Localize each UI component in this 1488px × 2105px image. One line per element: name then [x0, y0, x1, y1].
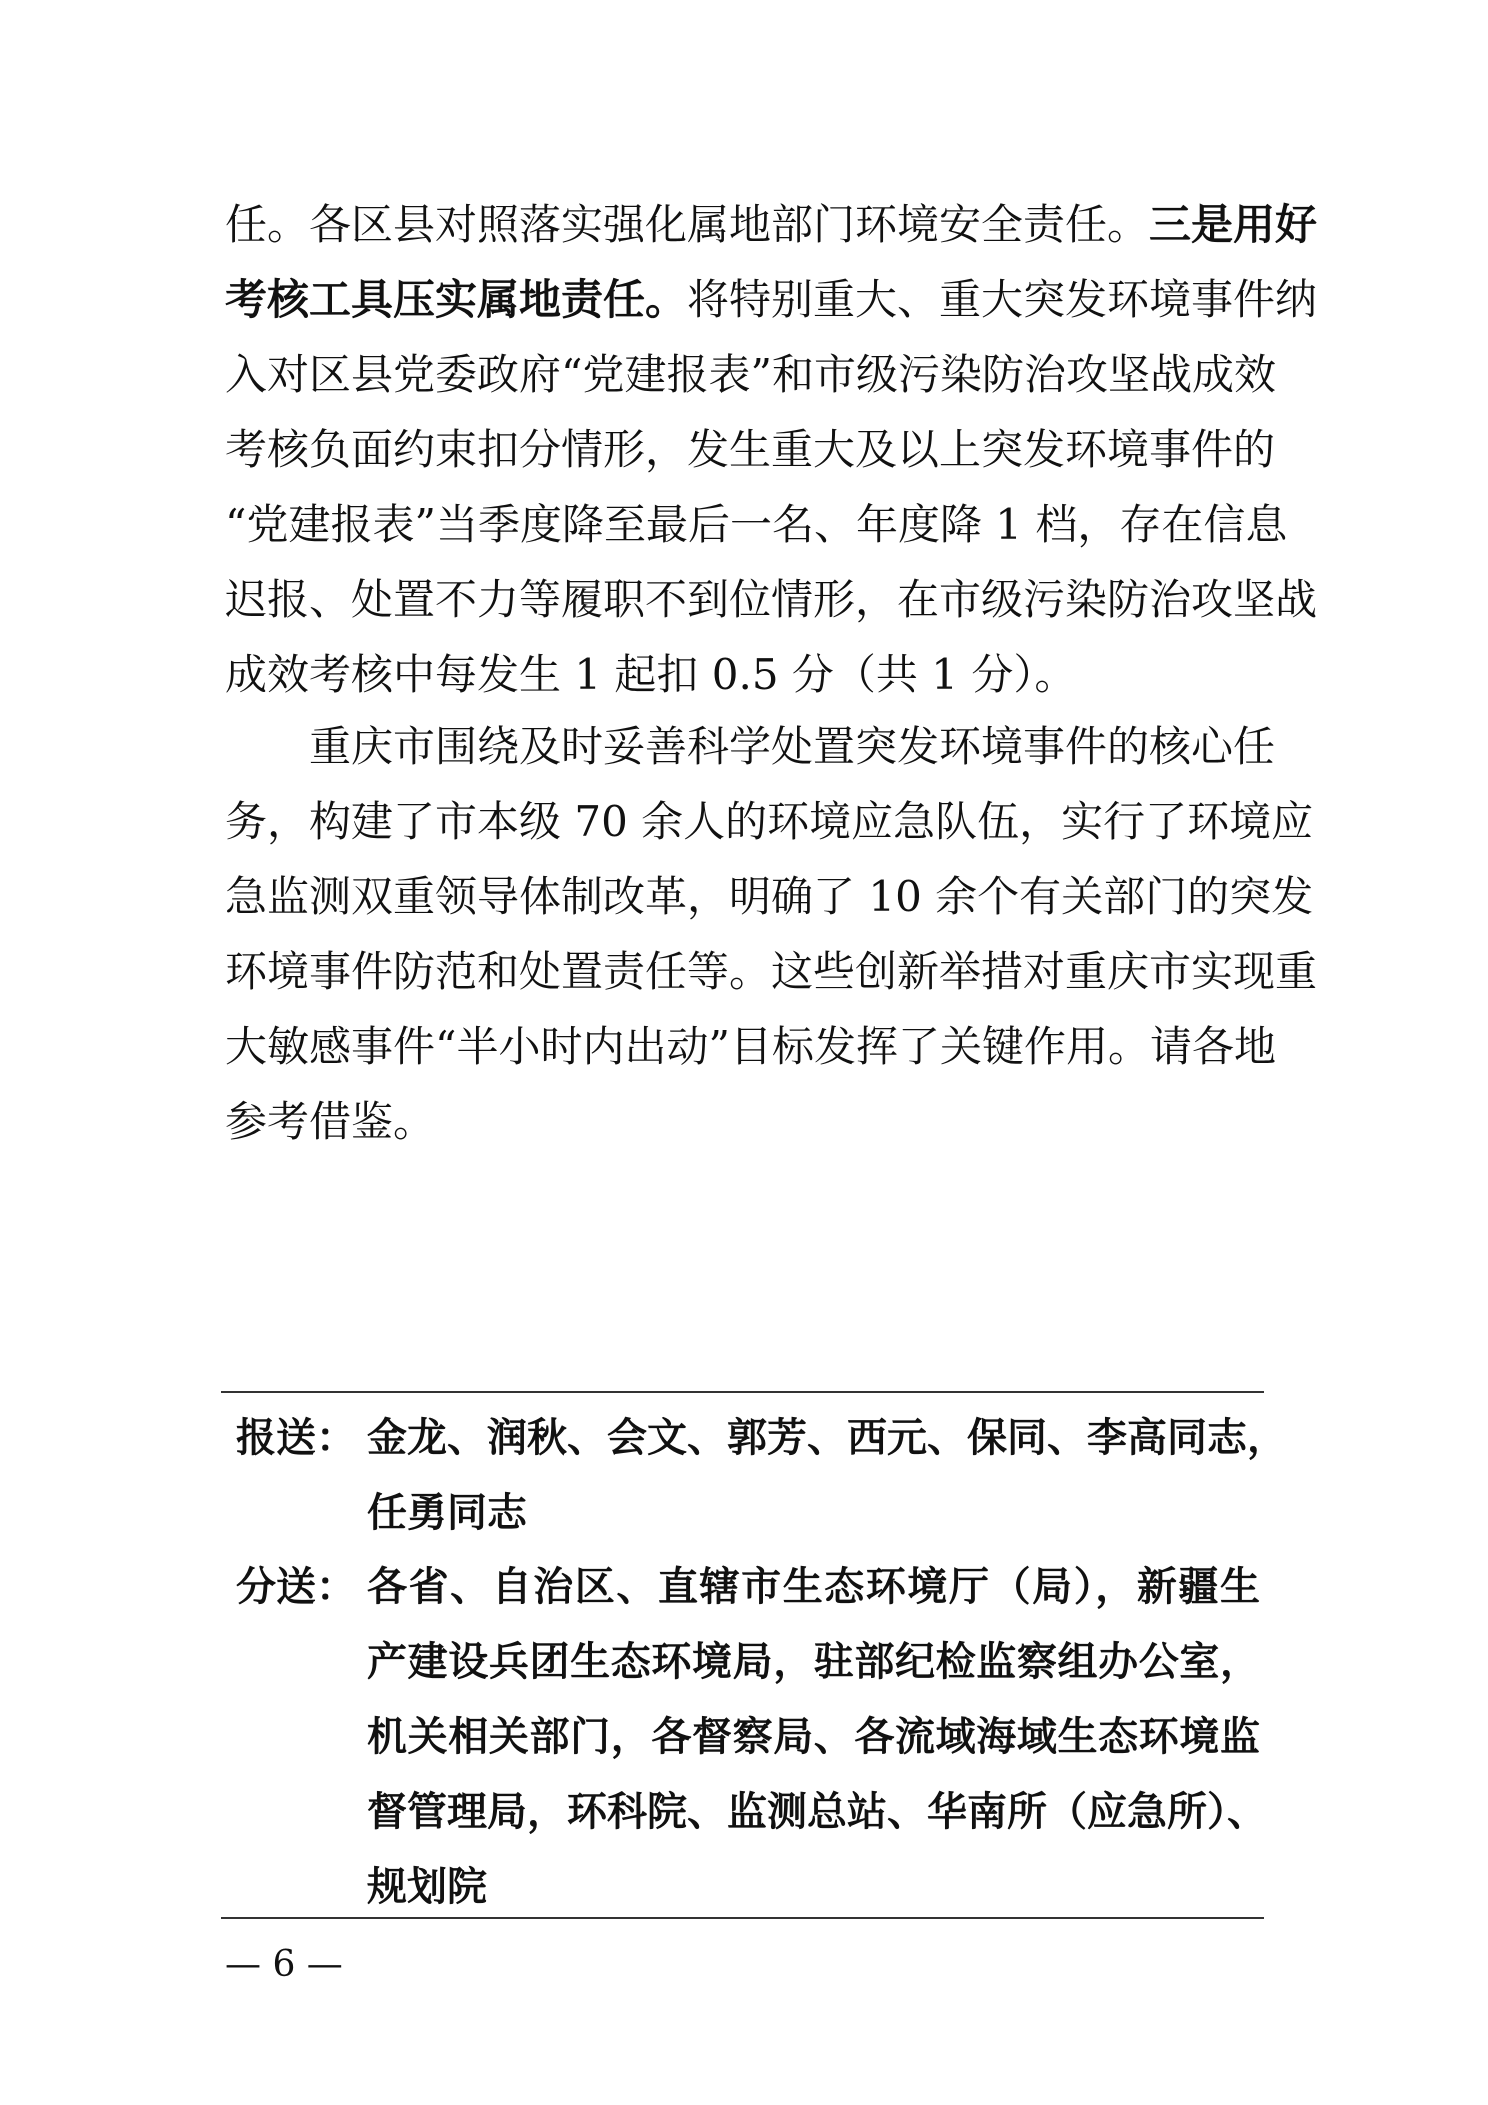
paragraph1-line — [225, 645, 1261, 705]
copy_lines-line: 各省、自治区、直辖市生态环境厅（局），新疆生 — [367, 1564, 1260, 1610]
text: 入对区县党委政府“党建报表”和市级污染防治攻坚战成效 — [225, 350, 1276, 399]
paragraph2-line — [309, 717, 1276, 777]
paragraph1-line — [225, 570, 1318, 630]
bold-text: 三是用好 — [1149, 200, 1318, 249]
paragraph1-line — [225, 195, 1318, 255]
text: 大敏感事件“半小时内出动”目标发挥了关键作用。请各地 — [225, 1022, 1276, 1071]
text: 重庆市围绕及时妥善科学处置突发环境事件的核心任 — [309, 722, 1276, 771]
bottom-divider — [221, 1917, 1264, 1919]
text: “党建报表”当季度降至最后一名、年度降 1 档，存在信息 — [225, 500, 1288, 549]
paragraph2-line — [225, 792, 1314, 852]
bold-text: 考核工具压实属地责任。 — [225, 275, 688, 324]
paragraph1-line — [225, 420, 1276, 480]
text: 务，构建了市本级 70 余人的环境应急队伍，实行了环境应 — [225, 797, 1314, 846]
top-divider — [221, 1391, 1264, 1393]
report_lines-line: 任勇同志 — [367, 1490, 527, 1536]
text: 迟报、处置不力等履职不到位情形，在市级污染防治攻坚战 — [225, 575, 1318, 624]
copy_lines-line: 规划院 — [367, 1864, 487, 1910]
copy_lines-line: 督管理局，环科院、监测总站、华南所（应急所）、 — [367, 1789, 1267, 1835]
text: 任。各区县对照落实强化属地部门环境安全责任。 — [225, 200, 1150, 249]
paragraph2-line — [225, 942, 1318, 1002]
text: 考核负面约束扣分情形，发生重大及以上突发环境事件的 — [225, 425, 1276, 474]
text: 环境事件防范和处置责任等。这些创新举措对重庆市实现重 — [225, 947, 1318, 996]
text: 成效考核中每发生 1 起扣 0.5 分（共 1 分）。 — [225, 650, 1077, 699]
paragraph1-line — [225, 345, 1276, 405]
page-number: — 6 — — [225, 1944, 343, 1985]
report-to-label: 报送： — [236, 1415, 356, 1461]
text: 将特别重大、重大突发环境事件纳 — [687, 275, 1318, 324]
report_lines-line: 金龙、润秋、会文、郭芳、西元、保同、李高同志， — [367, 1415, 1287, 1461]
copy_lines-line: 产建设兵团生态环境局，驻部纪检监察组办公室， — [367, 1639, 1260, 1685]
paragraph1-line — [225, 270, 1318, 330]
paragraph2-line — [225, 1017, 1276, 1077]
copy-to-label: 分送： — [236, 1564, 356, 1610]
paragraph1-line — [225, 495, 1288, 555]
text: 急监测双重领导体制改革，明确了 10 余个有关部门的突发 — [225, 872, 1314, 921]
paragraph2-line — [225, 1092, 1261, 1152]
copy_lines-line: 机关相关部门，各督察局、各流域海域生态环境监 — [367, 1714, 1260, 1760]
paragraph2-line — [225, 867, 1314, 927]
text: 参考借鉴。 — [225, 1097, 436, 1146]
